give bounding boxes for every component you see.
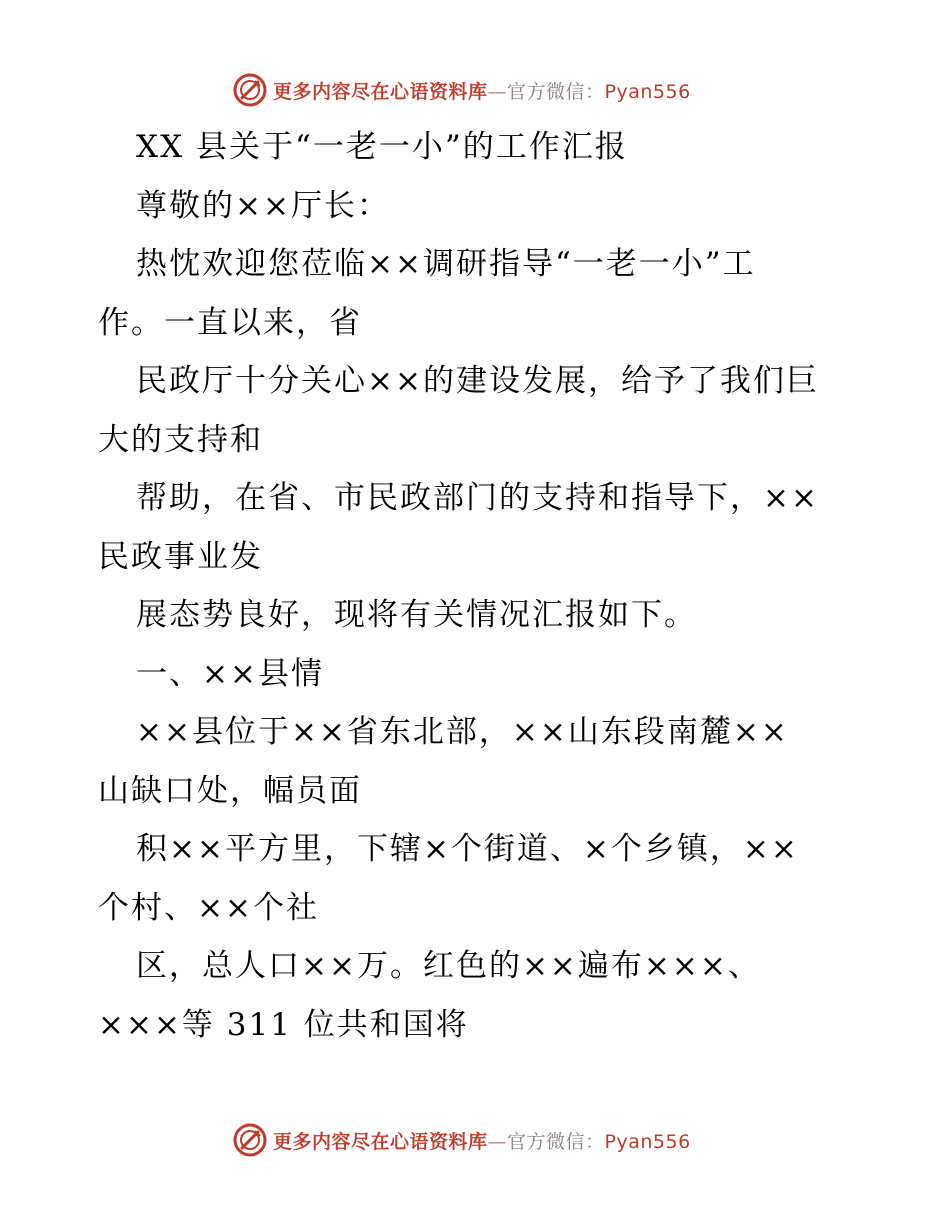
watermark-id: Pyan556 <box>604 80 691 103</box>
watermark-sub: 官方微信： <box>507 1130 605 1153</box>
watermark-separator: — <box>487 80 508 103</box>
document-line: ×××等 311 位共和国将 <box>98 1006 469 1043</box>
watermark-banner-top <box>233 72 691 108</box>
document-line: 作。一直以来，省 <box>98 304 362 341</box>
document-body <box>98 118 858 1054</box>
document-line: 民政事业发 <box>98 538 263 575</box>
brand-logo-icon <box>233 73 267 107</box>
document-line: 区，总人口××万。红色的××遍布×××、 <box>136 948 761 984</box>
watermark-main: 更多内容尽在心语资料库 <box>273 1130 488 1153</box>
watermark-text <box>273 1127 691 1154</box>
watermark-main: 更多内容尽在心语资料库 <box>273 80 488 103</box>
watermark-text <box>273 77 691 104</box>
document-line: 热忱欢迎您莅临××调研指导“一老一小”工 <box>136 246 756 282</box>
watermark-sub: 官方微信： <box>507 80 605 103</box>
document-line: 大的支持和 <box>98 421 263 458</box>
document-line: 一、××县情 <box>136 655 324 692</box>
watermark-separator: — <box>487 1130 508 1153</box>
watermark-id: Pyan556 <box>604 1130 691 1153</box>
document-line: 山缺口处，幅员面 <box>98 772 362 809</box>
document-line: 民政厅十分关心××的建设发展，给予了我们巨 <box>136 363 819 399</box>
document-line: 积××平方里，下辖×个街道、×个乡镇，×× <box>136 831 799 867</box>
document-line: 个村、××个社 <box>98 889 319 926</box>
document-line: 帮助，在省、市民政部门的支持和指导下，×× <box>136 480 819 516</box>
document-line: ××县位于××省东北部，××山东段南麓×× <box>136 714 789 750</box>
document-line: XX 县关于“一老一小”的工作汇报 <box>136 129 628 165</box>
brand-logo-icon <box>233 1123 267 1157</box>
document-line: 展态势良好，现将有关情况汇报如下。 <box>136 597 697 633</box>
document-line: 尊敬的××厅长： <box>136 187 390 224</box>
watermark-banner-bottom <box>233 1122 691 1158</box>
